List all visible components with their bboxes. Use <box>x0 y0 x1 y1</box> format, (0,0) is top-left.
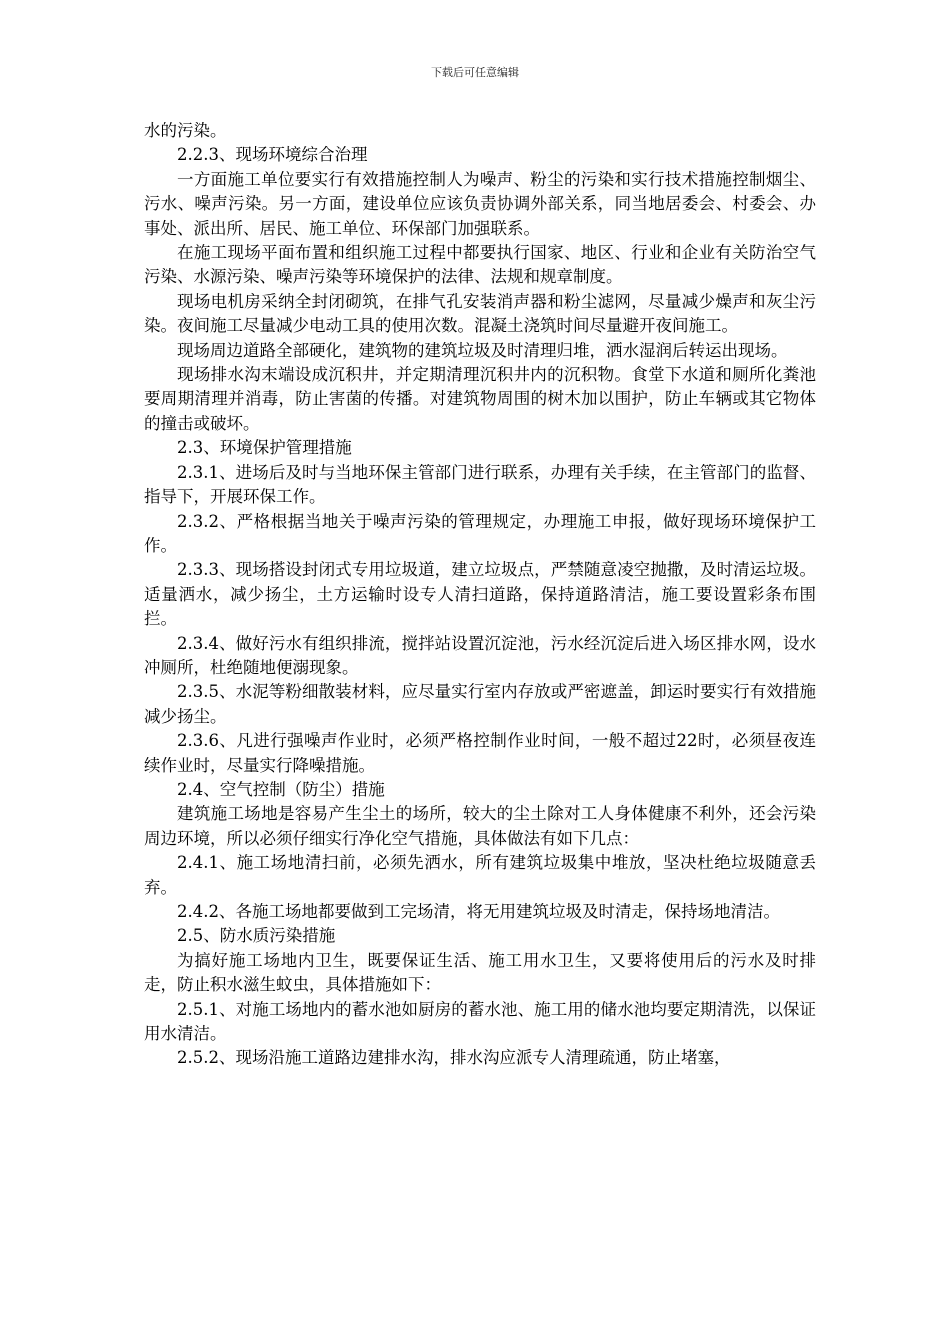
paragraph: 2.5.1、对施工场地内的蓄水池如厨房的蓄水池、施工用的储水池均要定期清洗，以保证用水清洁。 <box>144 999 816 1044</box>
paragraph: 2.5、防水质污染措施 <box>177 926 336 946</box>
paragraph: 2.2.3、现场环境综合治理 <box>177 145 368 165</box>
paragraph: 2.3.3、现场搭设封闭式专用垃圾道，建立垃圾点，严禁随意凌空抛撒，及时清运垃圾。适量洒水，减少扬尘，土方运输时设专人清扫道路，保持道路清洁，施工要设置彩条布围拦。 <box>144 560 816 629</box>
paragraph: 2.3.2、严格根据当地关于噪声污染的管理规定，办理施工申报，做好现场环境保护工作。 <box>144 511 816 555</box>
paragraph: 2.3.4、做好污水有组织排流，搅拌站设置沉淀池，污水经沉淀后进入场区排水网，设水冲厕所，杜绝随地便溺现象。 <box>144 633 816 677</box>
paragraph: 2.4.2、各施工场地都要做到工完场清，将无用建筑垃圾及时清走，保持场地清洁。 <box>177 902 780 921</box>
paragraph: 一方面施工单位要实行有效措施控制人为噪声、粉尘的污染和实行技术措施控制烟尘、污水、噪声污染。另一方面，建设单位应该负责协调外部关系，同当地居委会、村委会、办事处、派出所、居民、施工单位、环保部门加强联系。 <box>144 169 816 238</box>
paragraph: 水的污染。 <box>144 121 227 140</box>
paragraph: 现场电机房采纳全封闭砌筑，在排气孔安装消声器和粉尘滤网，尽量减少燥声和灰尘污染。夜间施工尽量减少电动工具的使用次数。混凝土浇筑时间尽量避开夜间施工。 <box>144 291 816 336</box>
paragraph: 现场排水沟末端设成沉积井，并定期清理沉积井内的沉积物。食堂下水道和厕所化粪池要周期清理并消毒，防止害菌的传播。对建筑物周围的树木加以围护，防止车辆或其它物体的撞击或破坏。 <box>144 365 816 433</box>
paragraph: 建筑施工场地是容易产生尘土的场所，较大的尘土除对工人身体健康不利外，还会污染周边环境，所以必须仔细实行净化空气措施，具体做法有如下几点： <box>144 804 816 848</box>
document-body <box>144 119 816 1071</box>
paragraph: 2.5.2、现场沿施工道路边建排水沟，排水沟应派专人清理疏通，防止堵塞， <box>177 1048 731 1068</box>
paragraph: 2.4、空气控制（防尘）措施 <box>177 779 385 799</box>
paragraph: 2.3.6、凡进行强噪声作业时，必须严格控制作业时间，一般不超过22时，必须昼夜连续作业时，尽量实行降噪措施。 <box>144 731 816 775</box>
paragraph: 为搞好施工场地内卫生，既要保证生活、施工用水卫生，又要将使用后的污水及时排走，防止积水滋生蚊虫，具体措施如下： <box>144 950 816 995</box>
paragraph: 2.3、环境保护管理措施 <box>177 438 352 458</box>
page-header: 下载后可任意编辑 <box>431 66 519 79</box>
paragraph: 2.4.1、施工场地清扫前，必须先洒水，所有建筑垃圾集中堆放，坚决杜绝垃圾随意丢弃。 <box>144 853 816 897</box>
paragraph: 2.3.5、水泥等粉细散装材料，应尽量实行室内存放或严密遮盖，卸运时要实行有效措施减少扬尘。 <box>144 682 816 726</box>
paragraph: 在施工现场平面布置和组织施工过程中都要执行国家、地区、行业和企业有关防治空气污染、水源污染、噪声污染等环境保护的法律、法规和规章制度。 <box>144 243 816 287</box>
paragraph: 2.3.1、进场后及时与当地环保主管部门进行联系，办理有关手续，在主管部门的监督、指导下，开展环保工作。 <box>144 462 816 507</box>
paragraph: 现场周边道路全部硬化，建筑物的建筑垃圾及时清理归堆，洒水湿润后转运出现场。 <box>177 340 788 360</box>
